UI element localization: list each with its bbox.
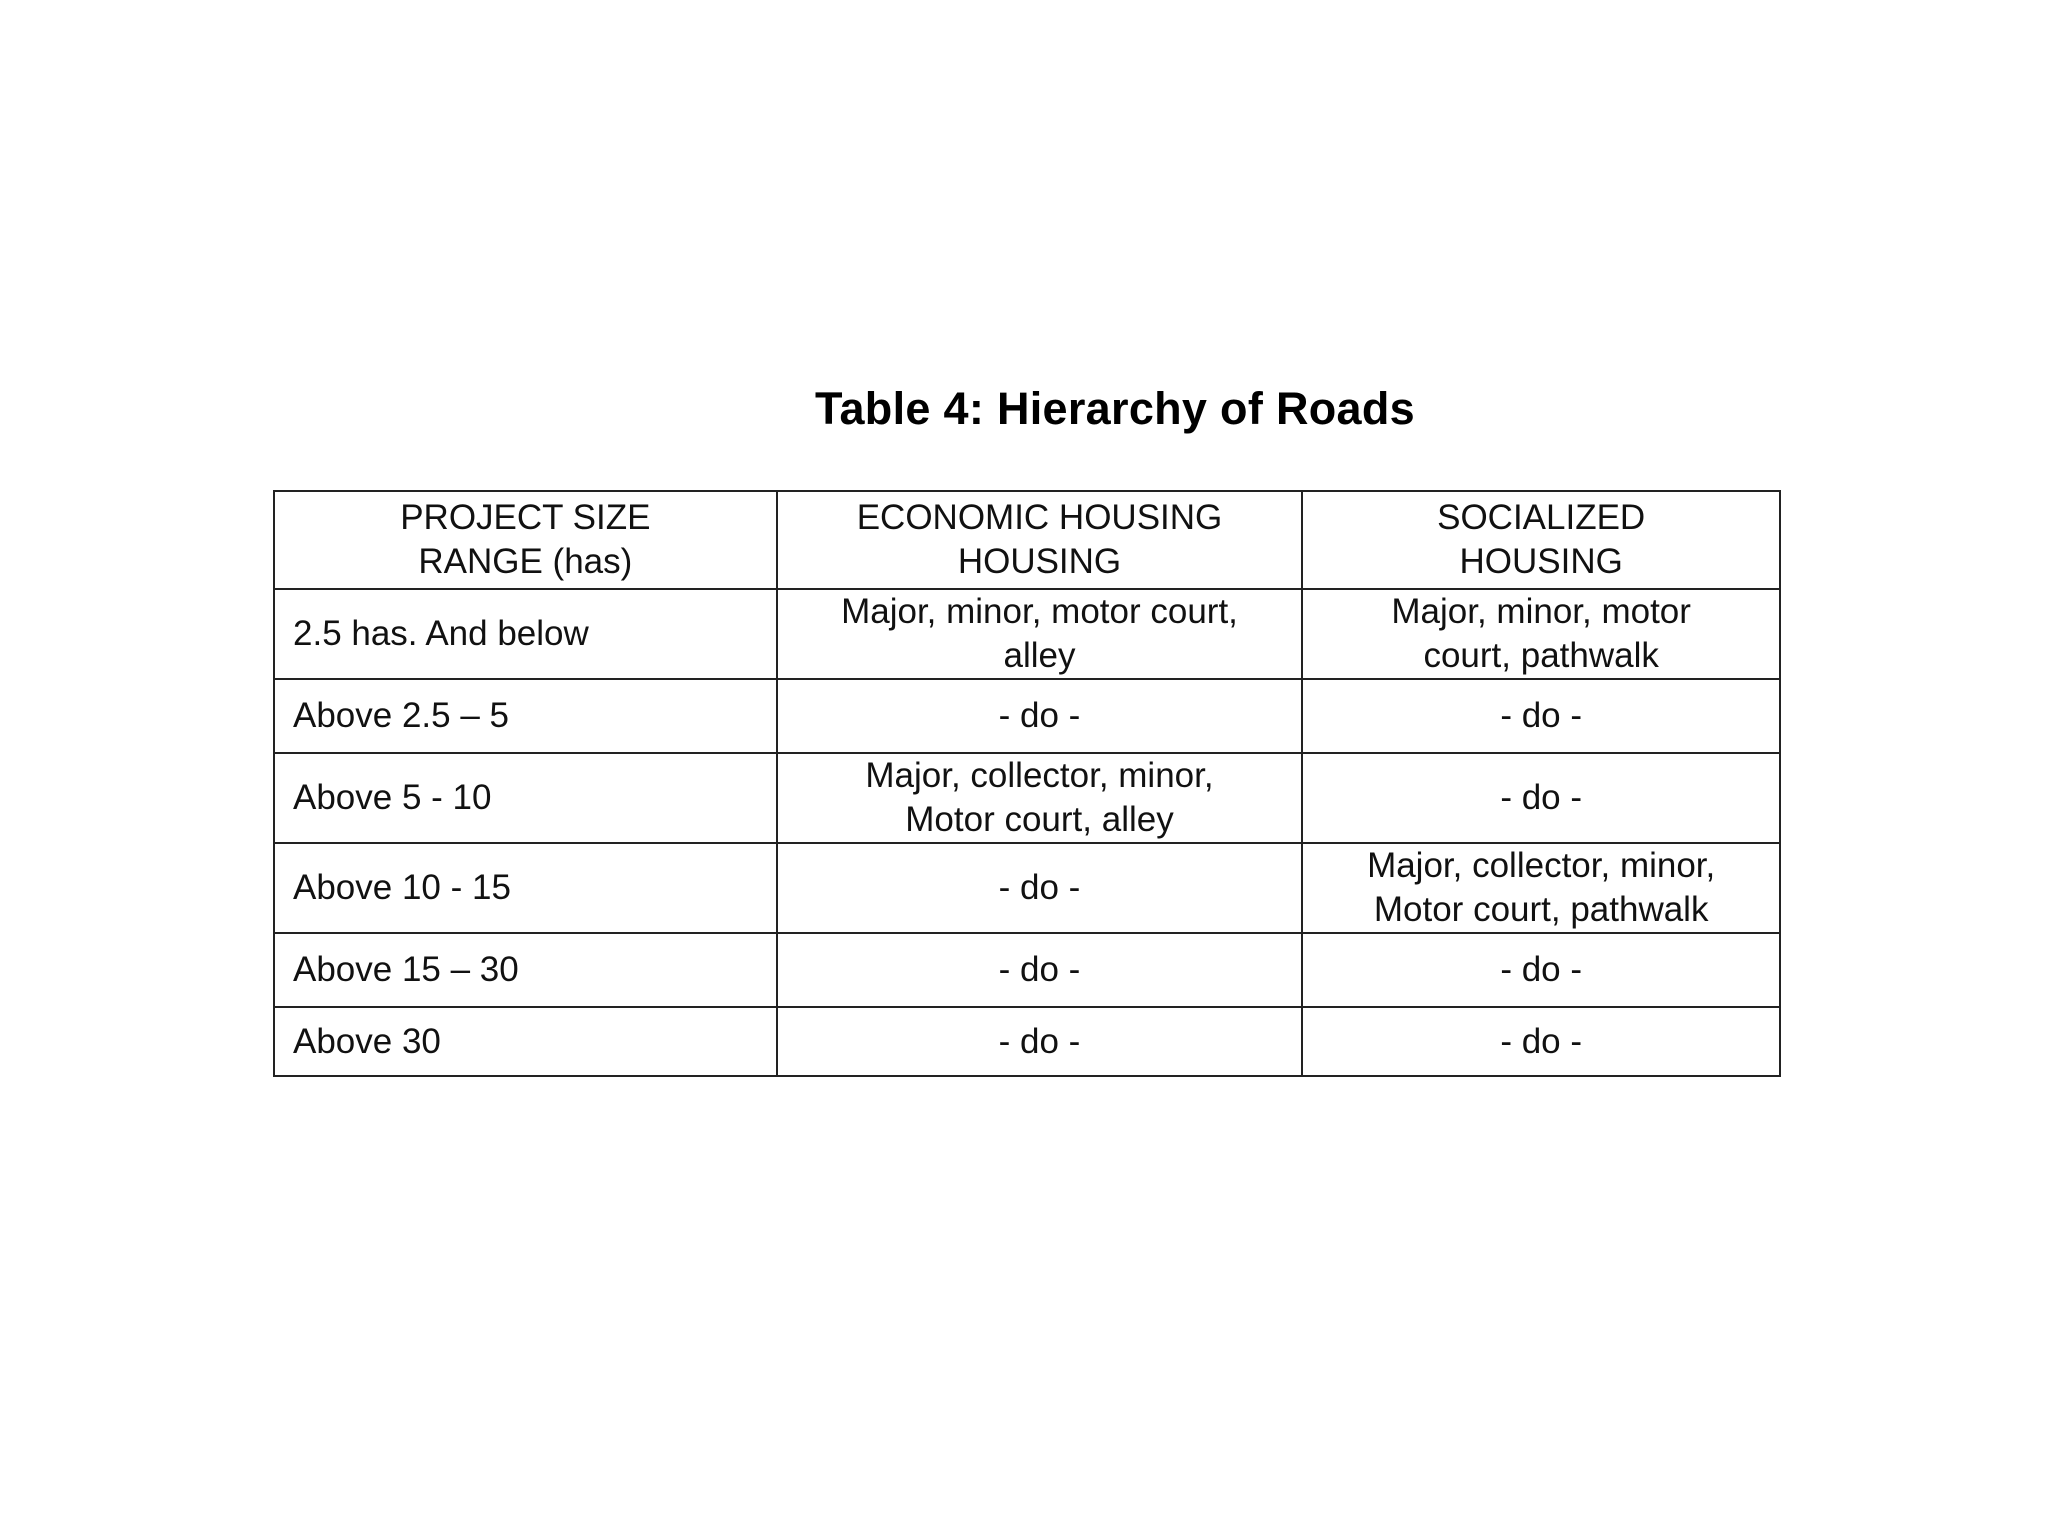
roads-hierarchy-table (273, 490, 1781, 1077)
table-row (274, 933, 1780, 1007)
table-row (274, 589, 1780, 679)
header-text: SOCIALIZED (1437, 498, 1646, 537)
header-economic-housing (777, 491, 1303, 589)
economic-cell: - do - (777, 1007, 1303, 1076)
economic-cell: - do - (777, 933, 1303, 1007)
table-row (274, 1007, 1780, 1076)
table-row (274, 753, 1780, 843)
cell-text: court, pathwalk (1423, 636, 1659, 675)
socialized-cell (1302, 843, 1780, 933)
socialized-cell (1302, 589, 1780, 679)
socialized-cell: - do - (1302, 753, 1780, 843)
header-text: RANGE (has) (418, 542, 633, 581)
range-cell: Above 30 (274, 1007, 777, 1076)
economic-cell (777, 753, 1303, 843)
economic-cell (777, 589, 1303, 679)
header-project-size (274, 491, 777, 589)
economic-cell: - do - (777, 843, 1303, 933)
header-socialized-housing (1302, 491, 1780, 589)
table-row (274, 843, 1780, 933)
socialized-cell: - do - (1302, 933, 1780, 1007)
header-text: ECONOMIC HOUSING (856, 498, 1223, 537)
header-text: HOUSING (957, 542, 1122, 581)
table-title: Table 4: Hierarchy of Roads (815, 383, 1415, 434)
cell-text: Motor court, alley (905, 800, 1174, 839)
cell-text: Motor court, pathwalk (1373, 890, 1709, 929)
cell-text: alley (1003, 636, 1076, 675)
cell-text: Major, collector, minor, (865, 756, 1214, 795)
table-header-row (274, 491, 1780, 589)
header-text: PROJECT SIZE (400, 498, 651, 537)
header-text: HOUSING (1459, 542, 1623, 581)
table-row (274, 679, 1780, 753)
socialized-cell: - do - (1302, 1007, 1780, 1076)
range-cell: Above 15 – 30 (274, 933, 777, 1007)
socialized-cell: - do - (1302, 679, 1780, 753)
cell-text: Major, collector, minor, (1367, 846, 1716, 885)
range-cell: Above 5 - 10 (274, 753, 777, 843)
cell-text: Major, minor, motor (1391, 592, 1691, 631)
range-cell: Above 2.5 – 5 (274, 679, 777, 753)
cell-text: Major, minor, motor court, (841, 592, 1238, 631)
range-cell: 2.5 has. And below (274, 589, 777, 679)
range-cell: Above 10 - 15 (274, 843, 777, 933)
economic-cell: - do - (777, 679, 1303, 753)
